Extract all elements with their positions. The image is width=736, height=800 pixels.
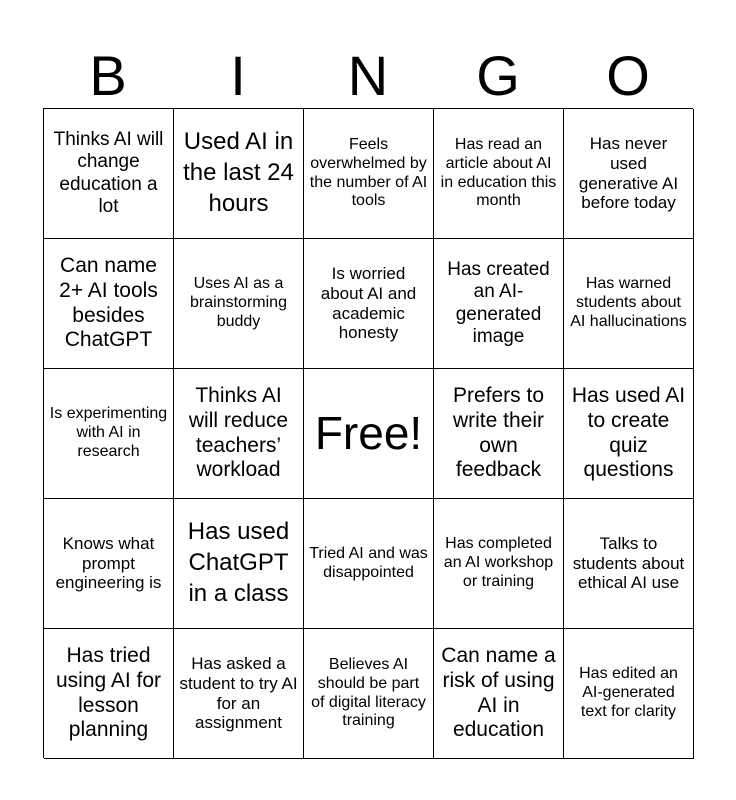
cell-text: Thinks AI will change education a lot [53, 129, 164, 217]
bingo-header [43, 44, 693, 108]
bingo-grid [43, 108, 693, 758]
bingo-cell[interactable] [44, 369, 174, 499]
cell-text: Is worried about AI and academic honesty [320, 263, 417, 343]
cell-text: Feels overwhelmed by the number of AI tools [309, 136, 428, 210]
cell-text: Has never used generative AI before today [578, 133, 679, 213]
cell-text: Thinks AI will reduce teachers’ workload [188, 384, 289, 482]
cell-text: Has edited an AI-generated text for clarity [579, 665, 678, 720]
bingo-cell[interactable] [304, 109, 434, 239]
bingo-cell[interactable] [174, 369, 304, 499]
bingo-cell[interactable] [44, 499, 174, 629]
cell-text: Has created an AI-generated image [447, 259, 550, 347]
bingo-cell[interactable] [304, 629, 434, 759]
bingo-cell[interactable] [174, 629, 304, 759]
bingo-cell[interactable] [434, 629, 564, 759]
bingo-cell[interactable] [304, 499, 434, 629]
header-letter-i: I [230, 44, 246, 107]
bingo-cell[interactable] [44, 239, 174, 369]
header-letter-n: N [347, 44, 389, 107]
bingo-cell[interactable] [304, 239, 434, 369]
cell-text: Prefers to write their own feedback [452, 384, 545, 482]
bingo-cell[interactable] [434, 109, 564, 239]
free-space-text: Free! [314, 406, 423, 459]
cell-text: Is experimenting with AI in research [49, 405, 168, 460]
cell-text: Uses AI as a brainstorming buddy [190, 275, 287, 330]
bingo-cell[interactable] [434, 499, 564, 629]
bingo-cell[interactable] [564, 499, 694, 629]
cell-text: Has read an article about AI in education this month [440, 136, 557, 210]
header-letter-o: O [606, 44, 650, 107]
bingo-cell[interactable] [564, 109, 694, 239]
cell-text: Has completed an AI workshop or training [443, 535, 554, 590]
cell-text: Knows what prompt engineering is [55, 533, 162, 593]
cell-text: Has tried using AI for lesson planning [55, 644, 162, 742]
cell-text: Has asked a student to try AI for an assignment [179, 653, 298, 733]
bingo-cell[interactable] [174, 239, 304, 369]
bingo-cell[interactable] [564, 369, 694, 499]
bingo-cell[interactable] [564, 629, 694, 759]
bingo-cell[interactable] [564, 239, 694, 369]
cell-text: Has warned students about AI hallucinations [570, 275, 687, 330]
cell-text: Has used ChatGPT in a class [187, 518, 290, 607]
cell-text: Talks to students about ethical AI use [572, 533, 685, 593]
cell-text: Tried AI and was disappointed [309, 544, 428, 581]
cell-text: Has used AI to create quiz questions [571, 384, 686, 482]
header-letter-g: G [476, 44, 520, 107]
bingo-cell[interactable] [44, 629, 174, 759]
bingo-cell[interactable] [174, 499, 304, 629]
cell-text: Believes AI should be part of digital literacy training [311, 656, 426, 730]
bingo-cell[interactable] [174, 109, 304, 239]
header-letter-b: B [89, 44, 127, 107]
bingo-cell[interactable] [434, 369, 564, 499]
cell-text: Used AI in the last 24 hours [183, 128, 294, 217]
bingo-cell[interactable] [434, 239, 564, 369]
bingo-cell-free[interactable] [304, 369, 434, 499]
cell-text: Can name a risk of using AI in education [441, 644, 556, 742]
cell-text: Can name 2+ AI tools besides ChatGPT [59, 254, 158, 352]
bingo-cell[interactable] [44, 109, 174, 239]
